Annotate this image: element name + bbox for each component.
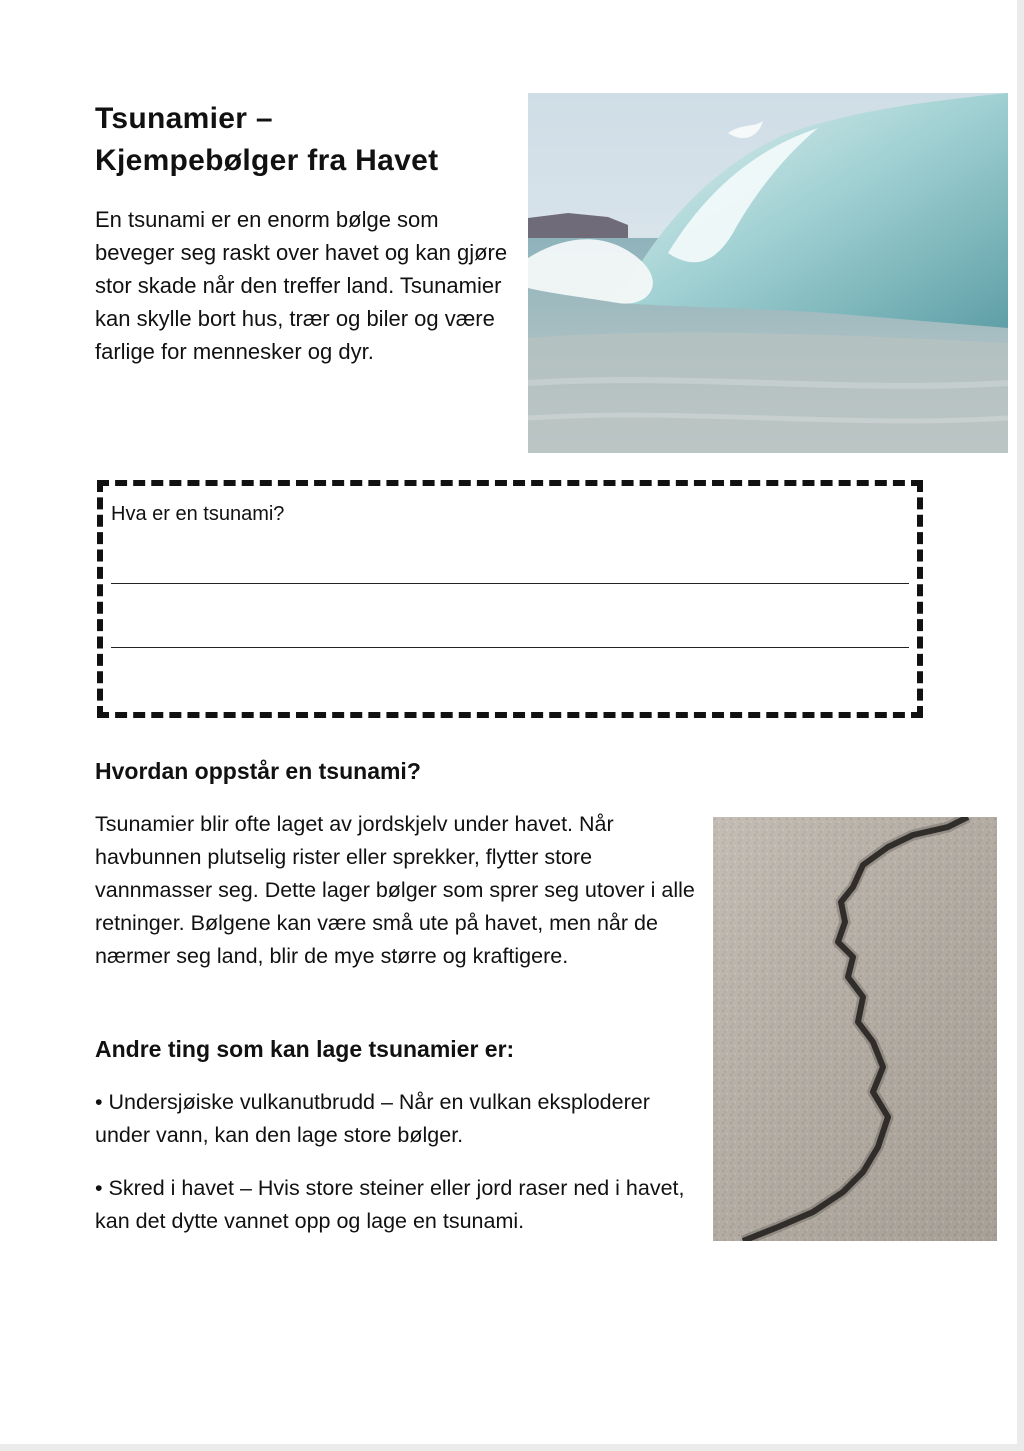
section-heading-other-causes: Andre ting som kan lage tsunamier er:	[95, 1036, 515, 1062]
ground-crack-photo	[713, 817, 997, 1241]
wave-photo	[528, 93, 1008, 453]
intro-paragraph: En tsunami er en enorm bølge som beveger seg raskt over havet og kan gjøre stor skade når den treffer land. Tsunamier kan skylle bort hus, trær og biler og være farlige for mennesker og dyr.	[95, 207, 508, 364]
answer-line-1[interactable]	[111, 583, 909, 584]
answer-box	[97, 480, 923, 718]
page-title	[95, 98, 515, 182]
bullet-volcano: • Undersjøiske vulkanutbrudd – Når en vulkan eksploderer under vann, kan den lage store bølger.	[95, 1090, 650, 1147]
title-line-1: Tsunamier –	[95, 102, 273, 135]
title-line-2: Kjempebølger fra Havet	[95, 144, 439, 177]
bullet-landslide: • Skred i havet – Hvis store steiner eller jord raser ned i havet, kan det dytte vannet opp og lage en tsunami.	[95, 1176, 685, 1233]
origin-paragraph: Tsunamier blir ofte laget av jordskjelv under havet. Når havbunnen plutselig rister eller sprekker, flytter store vannmasser seg. Dette lager bølger som sprer seg utover i alle retninger. Bølgene kan være små ute på havet, men når de nærmer seg land, blir de mye større og kraftigere.	[95, 812, 695, 968]
question-label: Hva er en tsunami?	[111, 503, 285, 525]
answer-line-2[interactable]	[111, 647, 909, 648]
section-heading-origin: Hvordan oppstår en tsunami?	[95, 758, 421, 784]
